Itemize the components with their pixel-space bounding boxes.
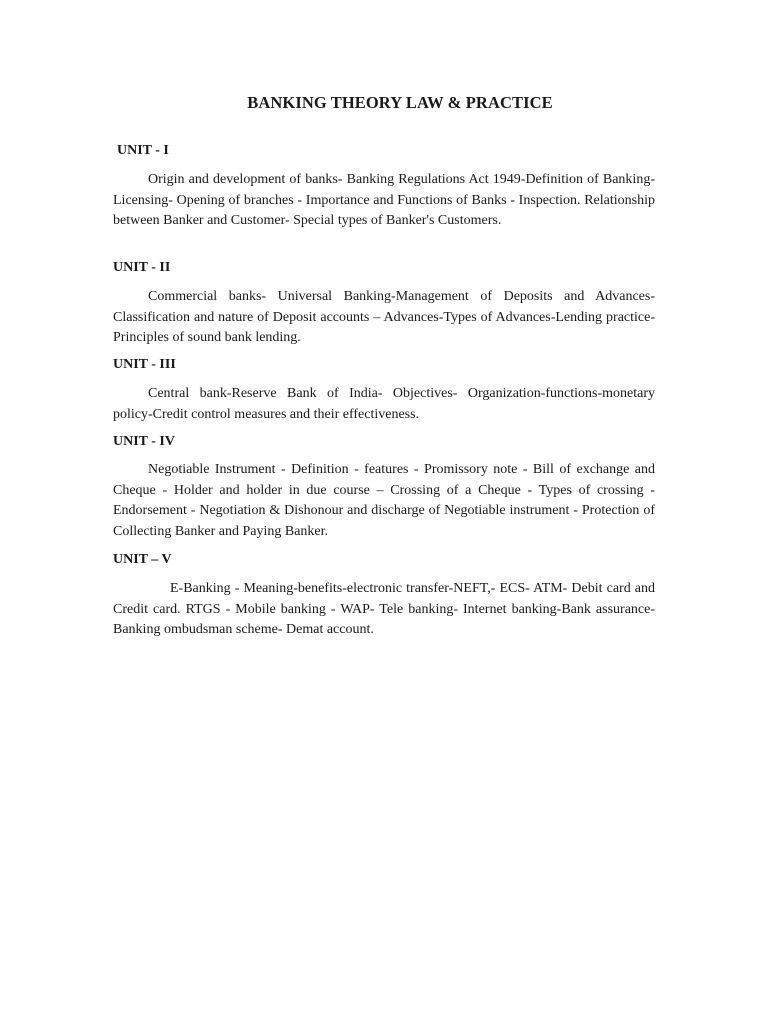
unit-1-syllabus-text: Origin and development of banks- Banking Regulations Act 1949-Definition of Banking-Licensing- Opening of branches - Importance and Functions of Banks - Inspection. Relationship between Banker and Customer- Special types of Banker's Customers. <box>113 172 655 229</box>
unit-5-heading: UNIT – V <box>113 552 172 567</box>
unit-5-syllabus-text: E-Banking - Meaning-benefits-electronic transfer-NEFT,- ECS- ATM- Debit card and Credit card. RTGS - Mobile banking - WAP- Tele banking- Internet banking-Bank assurance- Banking ombudsman scheme- Demat account. <box>113 581 655 638</box>
document-title: BANKING THEORY LAW & PRACTICE <box>247 93 553 112</box>
unit-2-syllabus-text: Commercial banks- Universal Banking-Management of Deposits and Advances-Classification and nature of Deposit accounts – Advances-Types of Advances-Lending practice- Principles of sound bank lending. <box>113 289 655 346</box>
unit-3-heading: UNIT - III <box>113 357 176 372</box>
unit-1-heading: UNIT - I <box>117 143 169 158</box>
unit-3-syllabus-text: Central bank-Reserve Bank of India- Objectives- Organization-functions-monetary policy-Credit control measures and their effectiveness. <box>113 386 655 422</box>
unit-4-syllabus-text: Negotiable Instrument - Definition - features - Promissory note - Bill of exchange and Cheque - Holder and holder in due course – Crossing of a Cheque - Types of crossing - Endorsement - Negotiation & Dishonour and discharge of Negotiable instrument - Protection of Collecting Banker and Paying Banker. <box>113 462 655 539</box>
unit-2-heading: UNIT - II <box>113 260 171 275</box>
unit-4-heading: UNIT - IV <box>113 434 175 449</box>
